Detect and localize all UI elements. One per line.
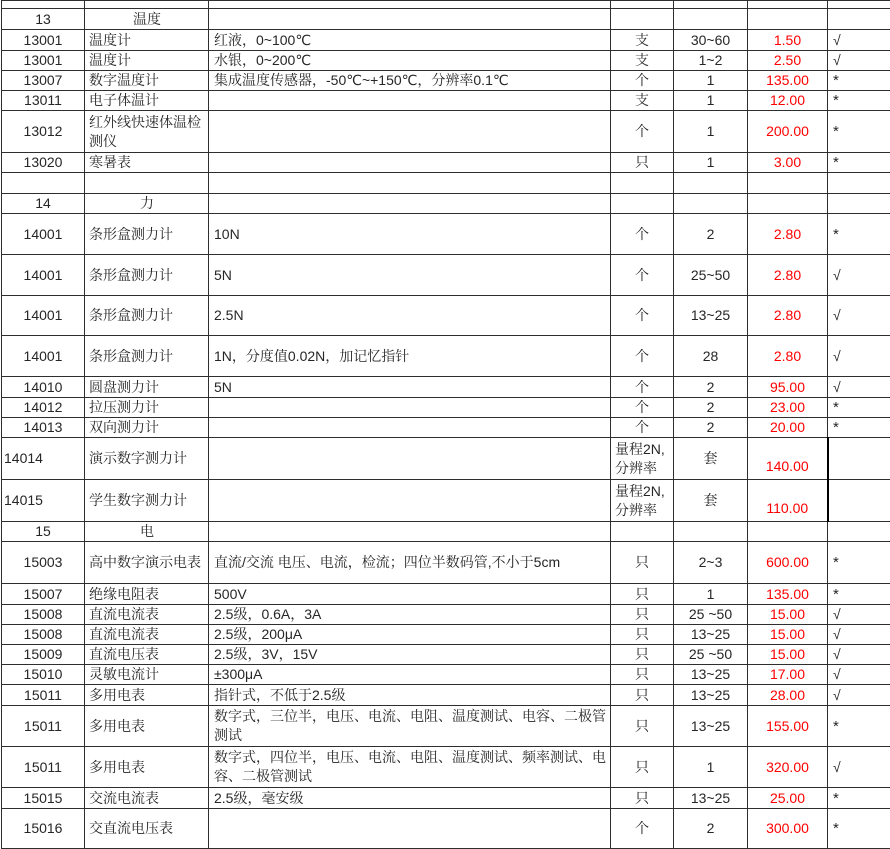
unit-cell[interactable]: 支 — [611, 51, 674, 71]
name-cell[interactable]: 力 — [85, 194, 209, 214]
unit-cell[interactable]: 只 — [611, 625, 674, 645]
unit-cell[interactable]: 只 — [611, 584, 674, 605]
qty-cell[interactable]: 13~25 — [674, 625, 748, 645]
spec-cell[interactable]: 2.5级，3V，15V — [209, 645, 611, 665]
price-cell[interactable]: 2.80 — [748, 336, 828, 377]
code-cell[interactable]: 15016 — [2, 809, 85, 849]
name-cell[interactable]: 温度计 — [85, 51, 209, 71]
name-cell[interactable]: 灵敏电流计 — [85, 665, 209, 685]
name-cell[interactable]: 演示数字测力计 — [85, 438, 209, 480]
table-row — [2, 153, 890, 173]
price-cell[interactable]: 95.00 — [748, 377, 828, 398]
table-row — [2, 51, 890, 71]
price-cell[interactable]: 110.00 — [748, 480, 828, 522]
mark-cell[interactable]: √ — [828, 30, 890, 51]
code-cell[interactable]: 15008 — [2, 605, 85, 625]
mark-cell[interactable]: * — [828, 788, 890, 809]
code-cell[interactable]: 14012 — [2, 398, 85, 418]
unit-cell[interactable]: 量程2N, 分辨率 — [611, 480, 674, 522]
table-row — [2, 111, 890, 153]
spec-cell[interactable] — [209, 809, 611, 849]
unit-cell[interactable]: 个 — [611, 418, 674, 438]
unit-cell[interactable]: 个 — [611, 214, 674, 255]
qty-cell[interactable]: 1~2 — [674, 51, 748, 71]
price-cell[interactable]: 15.00 — [748, 605, 828, 625]
spec-cell[interactable] — [209, 480, 611, 522]
code-cell[interactable]: 15011 — [2, 685, 85, 706]
unit-cell[interactable]: 只 — [611, 153, 674, 173]
mark-cell[interactable]: * — [828, 398, 890, 418]
table-row — [2, 377, 890, 398]
qty-cell[interactable]: 1 — [674, 91, 748, 111]
table-row — [2, 665, 890, 685]
spec-cell[interactable]: 指针式，不低于2.5级 — [209, 685, 611, 706]
unit-cell[interactable]: 只 — [611, 645, 674, 665]
code-cell[interactable] — [2, 1, 85, 9]
section-row — [2, 522, 890, 542]
spec-cell[interactable]: 数字式，三位半，电压、电流、电阻、温度测试、电容、二极管测试 — [209, 706, 611, 747]
section-row — [2, 194, 890, 214]
code-cell[interactable]: 15 — [2, 522, 85, 542]
code-cell[interactable]: 13001 — [2, 30, 85, 51]
mark-cell[interactable]: * — [828, 91, 890, 111]
name-cell[interactable]: 交直流电压表 — [85, 809, 209, 849]
mark-cell[interactable]: * — [828, 584, 890, 605]
mark-cell[interactable]: √ — [828, 645, 890, 665]
table-row — [2, 173, 890, 194]
mark-cell[interactable] — [828, 1, 890, 9]
spec-cell[interactable] — [209, 418, 611, 438]
spec-cell[interactable]: 水银，0~200℃ — [209, 51, 611, 71]
price-cell[interactable] — [748, 173, 828, 194]
price-cell[interactable]: 28.00 — [748, 685, 828, 706]
qty-cell[interactable]: 28 — [674, 336, 748, 377]
mark-cell[interactable] — [828, 9, 890, 30]
price-cell[interactable]: 12.00 — [748, 91, 828, 111]
price-cell[interactable]: 15.00 — [748, 645, 828, 665]
code-cell[interactable]: 15010 — [2, 665, 85, 685]
name-cell[interactable]: 多用电表 — [85, 685, 209, 706]
table-row — [2, 398, 890, 418]
unit-cell[interactable] — [611, 1, 674, 9]
spec-cell[interactable] — [209, 194, 611, 214]
qty-cell[interactable]: 13~25 — [674, 685, 748, 706]
spec-cell[interactable]: 2.5N — [209, 296, 611, 336]
price-cell[interactable] — [748, 9, 828, 30]
name-cell[interactable]: 拉压测力计 — [85, 398, 209, 418]
unit-cell[interactable]: 只 — [611, 788, 674, 809]
code-cell[interactable]: 15007 — [2, 584, 85, 605]
spec-cell[interactable]: 5N — [209, 255, 611, 296]
code-cell[interactable]: 14010 — [2, 377, 85, 398]
unit-cell[interactable]: 个 — [611, 398, 674, 418]
price-cell[interactable]: 320.00 — [748, 747, 828, 788]
name-cell[interactable]: 电子体温计 — [85, 91, 209, 111]
unit-cell[interactable] — [611, 9, 674, 30]
qty-cell[interactable]: 30~60 — [674, 30, 748, 51]
mark-cell[interactable]: √ — [828, 747, 890, 788]
equipment-table-body — [2, 1, 890, 849]
table-row — [2, 296, 890, 336]
name-cell[interactable]: 寒暑表 — [85, 153, 209, 173]
section-row — [2, 9, 890, 30]
name-cell[interactable]: 直流电流表 — [85, 605, 209, 625]
qty-cell[interactable]: 25~50 — [674, 255, 748, 296]
mark-cell[interactable] — [828, 194, 890, 214]
table-row — [2, 747, 890, 788]
spec-cell[interactable]: 2.5级，毫安级 — [209, 788, 611, 809]
spec-cell[interactable]: 2.5级，200μA — [209, 625, 611, 645]
unit-cell[interactable]: 只 — [611, 605, 674, 625]
code-cell[interactable]: 14013 — [2, 418, 85, 438]
price-cell[interactable] — [748, 1, 828, 9]
table-row — [2, 71, 890, 91]
code-cell[interactable]: 13012 — [2, 111, 85, 153]
unit-cell[interactable]: 只 — [611, 747, 674, 788]
qty-cell[interactable]: 13~25 — [674, 706, 748, 747]
code-cell[interactable]: 14001 — [2, 296, 85, 336]
spec-cell[interactable] — [209, 153, 611, 173]
mark-cell[interactable]: √ — [828, 296, 890, 336]
mark-cell[interactable] — [828, 480, 890, 522]
mark-cell[interactable]: √ — [828, 625, 890, 645]
unit-cell[interactable] — [611, 194, 674, 214]
qty-cell[interactable]: 2 — [674, 214, 748, 255]
qty-cell[interactable]: 套 — [674, 480, 748, 522]
table-row — [2, 418, 890, 438]
price-cell[interactable]: 25.00 — [748, 788, 828, 809]
code-cell[interactable]: 14001 — [2, 255, 85, 296]
name-cell[interactable]: 学生数字测力计 — [85, 480, 209, 522]
name-cell[interactable]: 条形盒测力计 — [85, 255, 209, 296]
mark-cell[interactable]: √ — [828, 255, 890, 296]
unit-cell[interactable]: 只 — [611, 685, 674, 706]
spec-cell[interactable] — [209, 522, 611, 542]
name-cell[interactable]: 直流电压表 — [85, 645, 209, 665]
mark-cell[interactable]: √ — [828, 377, 890, 398]
price-cell[interactable]: 1.50 — [748, 30, 828, 51]
unit-cell[interactable]: 只 — [611, 706, 674, 747]
qty-cell[interactable]: 套 — [674, 438, 748, 480]
name-cell[interactable]: 条形盒测力计 — [85, 336, 209, 377]
table-row — [2, 685, 890, 706]
table-row — [2, 336, 890, 377]
qty-cell[interactable]: 2 — [674, 398, 748, 418]
table-row — [2, 584, 890, 605]
price-cell[interactable]: 23.00 — [748, 398, 828, 418]
qty-cell[interactable]: 2 — [674, 377, 748, 398]
spec-cell[interactable] — [209, 1, 611, 9]
price-cell[interactable]: 2.50 — [748, 51, 828, 71]
unit-cell[interactable]: 量程2N, 分辨率 — [611, 438, 674, 480]
spec-cell[interactable] — [209, 438, 611, 480]
qty-cell[interactable]: 25 ~50 — [674, 605, 748, 625]
mark-cell[interactable]: √ — [828, 605, 890, 625]
qty-cell[interactable]: 1 — [674, 111, 748, 153]
spec-cell[interactable]: 5N — [209, 377, 611, 398]
mark-cell[interactable]: * — [828, 71, 890, 91]
spec-cell[interactable]: 直流/交流 电压、电流，检流；四位半数码管,不小于5cm — [209, 542, 611, 584]
table-row — [2, 605, 890, 625]
unit-cell[interactable]: 支 — [611, 30, 674, 51]
qty-cell[interactable] — [674, 9, 748, 30]
price-cell[interactable]: 20.00 — [748, 418, 828, 438]
mark-cell[interactable]: √ — [828, 336, 890, 377]
code-cell[interactable]: 15015 — [2, 788, 85, 809]
code-cell[interactable]: 14014 — [2, 438, 85, 480]
qty-cell[interactable] — [674, 1, 748, 9]
equipment-table — [1, 0, 890, 849]
spec-cell[interactable]: 10N — [209, 214, 611, 255]
mark-cell[interactable] — [828, 522, 890, 542]
code-cell[interactable]: 14 — [2, 194, 85, 214]
mark-cell[interactable]: * — [828, 153, 890, 173]
price-cell[interactable]: 17.00 — [748, 665, 828, 685]
price-cell[interactable]: 155.00 — [748, 706, 828, 747]
spec-cell[interactable] — [209, 111, 611, 153]
unit-cell[interactable]: 个 — [611, 71, 674, 91]
name-cell[interactable]: 圆盘测力计 — [85, 377, 209, 398]
code-cell[interactable]: 15009 — [2, 645, 85, 665]
code-cell[interactable]: 14001 — [2, 336, 85, 377]
code-cell[interactable]: 15011 — [2, 747, 85, 788]
code-cell[interactable]: 15008 — [2, 625, 85, 645]
spec-cell[interactable]: 集成温度传感器，-50℃~+150℃，分辨率0.1℃ — [209, 71, 611, 91]
unit-cell[interactable]: 只 — [611, 665, 674, 685]
code-cell[interactable]: 13001 — [2, 51, 85, 71]
qty-cell[interactable]: 13~25 — [674, 788, 748, 809]
code-cell[interactable]: 14015 — [2, 480, 85, 522]
unit-cell[interactable]: 个 — [611, 255, 674, 296]
name-cell[interactable]: 数字温度计 — [85, 71, 209, 91]
price-cell[interactable]: 2.80 — [748, 296, 828, 336]
mark-cell[interactable]: √ — [828, 51, 890, 71]
price-cell[interactable]: 135.00 — [748, 71, 828, 91]
name-cell[interactable]: 多用电表 — [85, 747, 209, 788]
code-cell[interactable]: 15011 — [2, 706, 85, 747]
spec-cell[interactable]: 2.5级，0.6A，3A — [209, 605, 611, 625]
price-cell[interactable]: 140.00 — [748, 438, 828, 480]
spec-cell[interactable]: 1N，分度值0.02N，加记忆指针 — [209, 336, 611, 377]
table-row — [2, 480, 890, 522]
mark-cell[interactable]: * — [828, 809, 890, 849]
spec-cell[interactable] — [209, 173, 611, 194]
table-row — [2, 438, 890, 480]
spec-cell[interactable] — [209, 9, 611, 30]
price-cell[interactable]: 3.00 — [748, 153, 828, 173]
name-cell[interactable]: 多用电表 — [85, 706, 209, 747]
name-cell[interactable]: 电 — [85, 522, 209, 542]
qty-cell[interactable]: 1 — [674, 584, 748, 605]
spec-cell[interactable]: ±300μA — [209, 665, 611, 685]
table-row — [2, 30, 890, 51]
qty-cell[interactable]: 13~25 — [674, 665, 748, 685]
price-cell[interactable]: 600.00 — [748, 542, 828, 584]
unit-cell[interactable]: 个 — [611, 111, 674, 153]
spec-cell[interactable] — [209, 398, 611, 418]
unit-cell[interactable]: 个 — [611, 377, 674, 398]
name-cell[interactable]: 温度计 — [85, 30, 209, 51]
name-cell[interactable]: 双向测力计 — [85, 418, 209, 438]
name-cell[interactable]: 条形盒测力计 — [85, 296, 209, 336]
qty-cell[interactable]: 2 — [674, 418, 748, 438]
price-cell[interactable] — [748, 194, 828, 214]
code-cell[interactable]: 15003 — [2, 542, 85, 584]
qty-cell[interactable]: 1 — [674, 153, 748, 173]
price-cell[interactable]: 200.00 — [748, 111, 828, 153]
spec-cell[interactable] — [209, 91, 611, 111]
mark-cell[interactable]: * — [828, 706, 890, 747]
qty-cell[interactable]: 13~25 — [674, 296, 748, 336]
price-cell[interactable]: 2.80 — [748, 255, 828, 296]
code-cell[interactable]: 13007 — [2, 71, 85, 91]
unit-cell[interactable]: 只 — [611, 542, 674, 584]
qty-cell[interactable]: 1 — [674, 747, 748, 788]
qty-cell[interactable] — [674, 173, 748, 194]
price-cell[interactable]: 300.00 — [748, 809, 828, 849]
name-cell[interactable]: 直流电流表 — [85, 625, 209, 645]
qty-cell[interactable]: 25 ~50 — [674, 645, 748, 665]
name-cell[interactable] — [85, 173, 209, 194]
mark-cell[interactable]: * — [828, 542, 890, 584]
mark-cell[interactable] — [828, 173, 890, 194]
table-row — [2, 788, 890, 809]
table-row — [2, 645, 890, 665]
mark-cell[interactable]: * — [828, 214, 890, 255]
table-row — [2, 625, 890, 645]
name-cell[interactable]: 高中数字演示电表 — [85, 542, 209, 584]
table-row — [2, 809, 890, 849]
table-row — [2, 1, 890, 9]
unit-cell[interactable]: 支 — [611, 91, 674, 111]
name-cell[interactable] — [85, 1, 209, 9]
name-cell[interactable]: 红外线快速体温检测仪 — [85, 111, 209, 153]
qty-cell[interactable]: 1 — [674, 71, 748, 91]
price-cell[interactable]: 2.80 — [748, 214, 828, 255]
price-cell[interactable] — [748, 522, 828, 542]
unit-cell[interactable] — [611, 173, 674, 194]
mark-cell[interactable]: * — [828, 111, 890, 153]
mark-cell[interactable]: * — [828, 418, 890, 438]
qty-cell[interactable] — [674, 194, 748, 214]
unit-cell[interactable] — [611, 522, 674, 542]
code-cell[interactable]: 13020 — [2, 153, 85, 173]
unit-cell[interactable]: 个 — [611, 296, 674, 336]
code-cell[interactable] — [2, 173, 85, 194]
mark-cell[interactable]: √ — [828, 685, 890, 706]
table-row — [2, 255, 890, 296]
name-cell[interactable]: 温度 — [85, 9, 209, 30]
qty-cell[interactable]: 2 — [674, 809, 748, 849]
unit-cell[interactable]: 个 — [611, 809, 674, 849]
code-cell[interactable]: 13 — [2, 9, 85, 30]
name-cell[interactable]: 绝缘电阻表 — [85, 584, 209, 605]
code-cell[interactable]: 14001 — [2, 214, 85, 255]
unit-cell[interactable]: 个 — [611, 336, 674, 377]
qty-cell[interactable] — [674, 522, 748, 542]
mark-cell[interactable]: √ — [828, 665, 890, 685]
name-cell[interactable]: 条形盒测力计 — [85, 214, 209, 255]
table-row — [2, 214, 890, 255]
price-cell[interactable]: 135.00 — [748, 584, 828, 605]
mark-cell[interactable] — [828, 438, 890, 480]
code-cell[interactable]: 13011 — [2, 91, 85, 111]
name-cell[interactable]: 交流电流表 — [85, 788, 209, 809]
table-row — [2, 706, 890, 747]
table-row — [2, 91, 890, 111]
spec-cell[interactable]: 数字式，四位半，电压、电流、电阻、温度测试、频率测试、电容、二极管测试 — [209, 747, 611, 788]
spec-cell[interactable]: 500V — [209, 584, 611, 605]
price-cell[interactable]: 15.00 — [748, 625, 828, 645]
spec-cell[interactable]: 红液，0~100℃ — [209, 30, 611, 51]
qty-cell[interactable]: 2~3 — [674, 542, 748, 584]
table-row — [2, 542, 890, 584]
